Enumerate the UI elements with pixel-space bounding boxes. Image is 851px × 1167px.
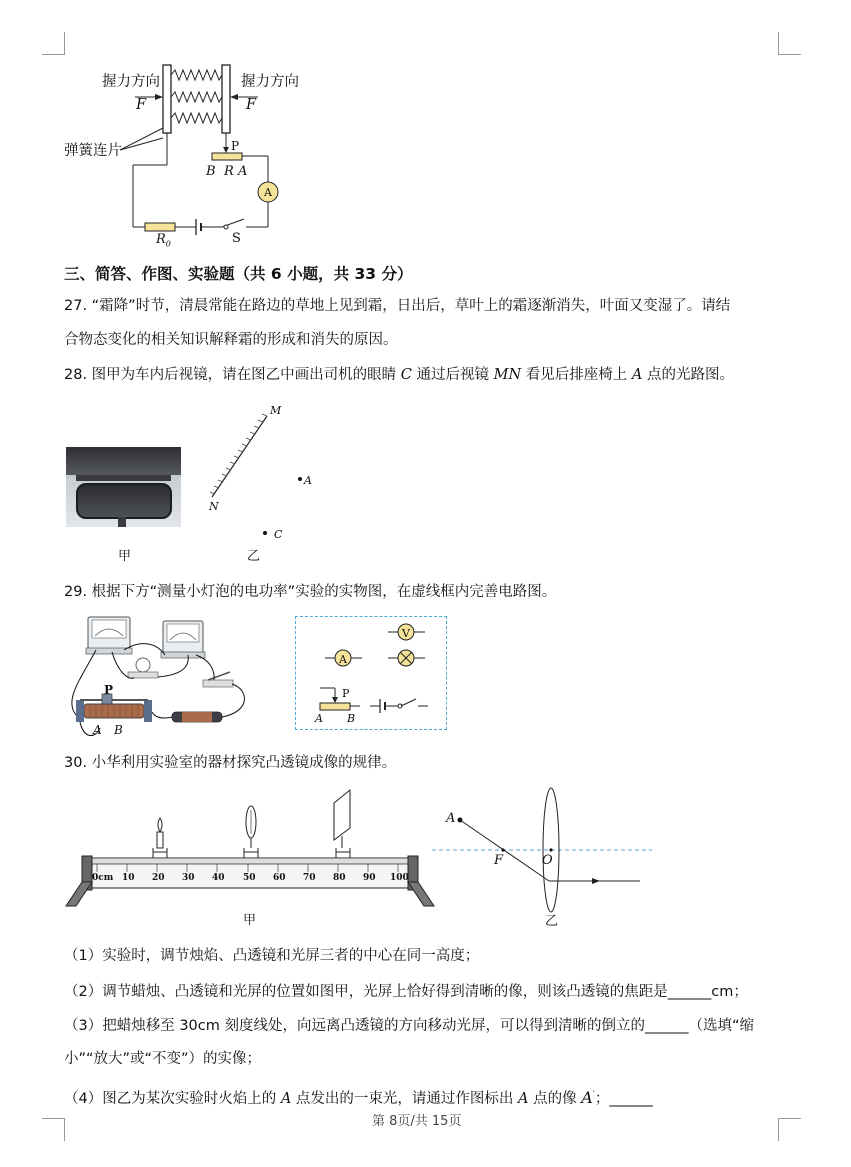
q27-line1: 27. “霜降”时节，清晨常能在路边的草地上见到霜，日出后，草叶上的霜逐渐消失，叶面又变湿了。请结 xyxy=(64,298,731,314)
force-right-label: F xyxy=(246,97,257,113)
caption-jia-28: 甲 xyxy=(118,549,132,564)
q30-text: 30. 小华利用实验室的器材探究凸透镜成像的规律。 xyxy=(64,755,397,771)
corner-mark-bl xyxy=(42,1118,65,1141)
spring-connector-label: 弹簧连片 xyxy=(64,143,122,159)
resistor-r-label: R xyxy=(224,164,234,179)
focus-f-label: F xyxy=(494,853,504,868)
tick-label: 20 xyxy=(152,873,165,883)
tick-label: 40 xyxy=(212,873,225,883)
photo-b-label: B xyxy=(114,723,123,737)
slider-p-label: P xyxy=(231,139,240,153)
rheostat-a-label: A xyxy=(315,712,323,725)
point-c-label: C xyxy=(274,528,283,541)
grip-direction-right-label: 握力方向 xyxy=(241,74,299,90)
tick-label: 0cm xyxy=(92,873,114,883)
q30-sub3-line1: （3）把蜡烛移至 30cm 刻度线处，向远离凸透镜的方向移动光屏，可以得到清晰的倒立的______（选填“缩 xyxy=(64,1018,754,1034)
caption-yi-30: 乙 xyxy=(545,914,559,929)
tick-label: 100 xyxy=(390,873,409,883)
voltmeter-symbol: V xyxy=(402,627,410,640)
tick-label: 50 xyxy=(243,873,256,883)
section-title: 三、简答、作图、实验题（共 6 小题，共 33 分） xyxy=(64,265,413,283)
force-left-label: F xyxy=(136,97,147,113)
q27-line2: 合物态变化的相关知识解释霜的形成和消失的原因。 xyxy=(64,332,398,348)
caption-jia-30: 甲 xyxy=(243,913,257,928)
ray-point-a-label: A xyxy=(446,811,456,826)
tick-label: 30 xyxy=(182,873,195,883)
resistor-a-label: A xyxy=(238,164,248,179)
ammeter-symbol-29: A xyxy=(339,653,347,666)
rheostat-b-label: B xyxy=(347,712,356,725)
resistor-b-label: B xyxy=(206,164,216,179)
photo-p-label: P xyxy=(104,683,114,697)
tick-label: 60 xyxy=(273,873,286,883)
tick-label: 90 xyxy=(363,873,376,883)
q28-text: 28. 图甲为车内后视镜，请在图乙中画出司机的眼睛 C 通过后视镜 MN 看见后排座椅上 A 点的光路图。 xyxy=(64,367,734,383)
q30-sub1: （1）实验时，调节烛焰、凸透镜和光屏三者的中心在同一高度； xyxy=(64,948,480,964)
tick-label: 80 xyxy=(333,873,346,883)
photo-a-label: A xyxy=(93,723,102,737)
tick-label: 70 xyxy=(303,873,316,883)
rheostat-p-label: P xyxy=(342,687,350,700)
mirror-n-label: N xyxy=(209,500,219,513)
point-a-label: A xyxy=(304,474,312,487)
q30-sub3-line2: 小”“放大”或“不变”）的实像； xyxy=(64,1051,262,1067)
q29-text: 29. 根据下方“测量小灯泡的电功率”实验的实物图，在虚线框内完善电路图。 xyxy=(64,584,557,600)
grip-direction-left-label: 握力方向 xyxy=(102,74,160,90)
caption-yi-28: 乙 xyxy=(247,549,261,564)
q30-sub4: （4）图乙为某次实验时火焰上的 A 点发出的一束光，请通过作图标出 A 点的像 A′；______ xyxy=(64,1087,653,1107)
corner-mark-br xyxy=(778,1118,801,1141)
q30-sub2: （2）调节蜡烛、凸透镜和光屏的位置如图甲，光屏上恰好得到清晰的像，则该凸透镜的焦距是______cm； xyxy=(64,984,748,1000)
optical-center-o-label: O xyxy=(542,853,553,868)
switch-s-label: S xyxy=(232,231,241,246)
tick-label: 10 xyxy=(122,873,135,883)
mirror-m-label: M xyxy=(270,404,282,417)
ammeter-symbol: A xyxy=(264,186,272,199)
r0-label: $R_0$ xyxy=(156,232,171,249)
page-number: 第 8页/共 15页 xyxy=(372,1114,462,1129)
